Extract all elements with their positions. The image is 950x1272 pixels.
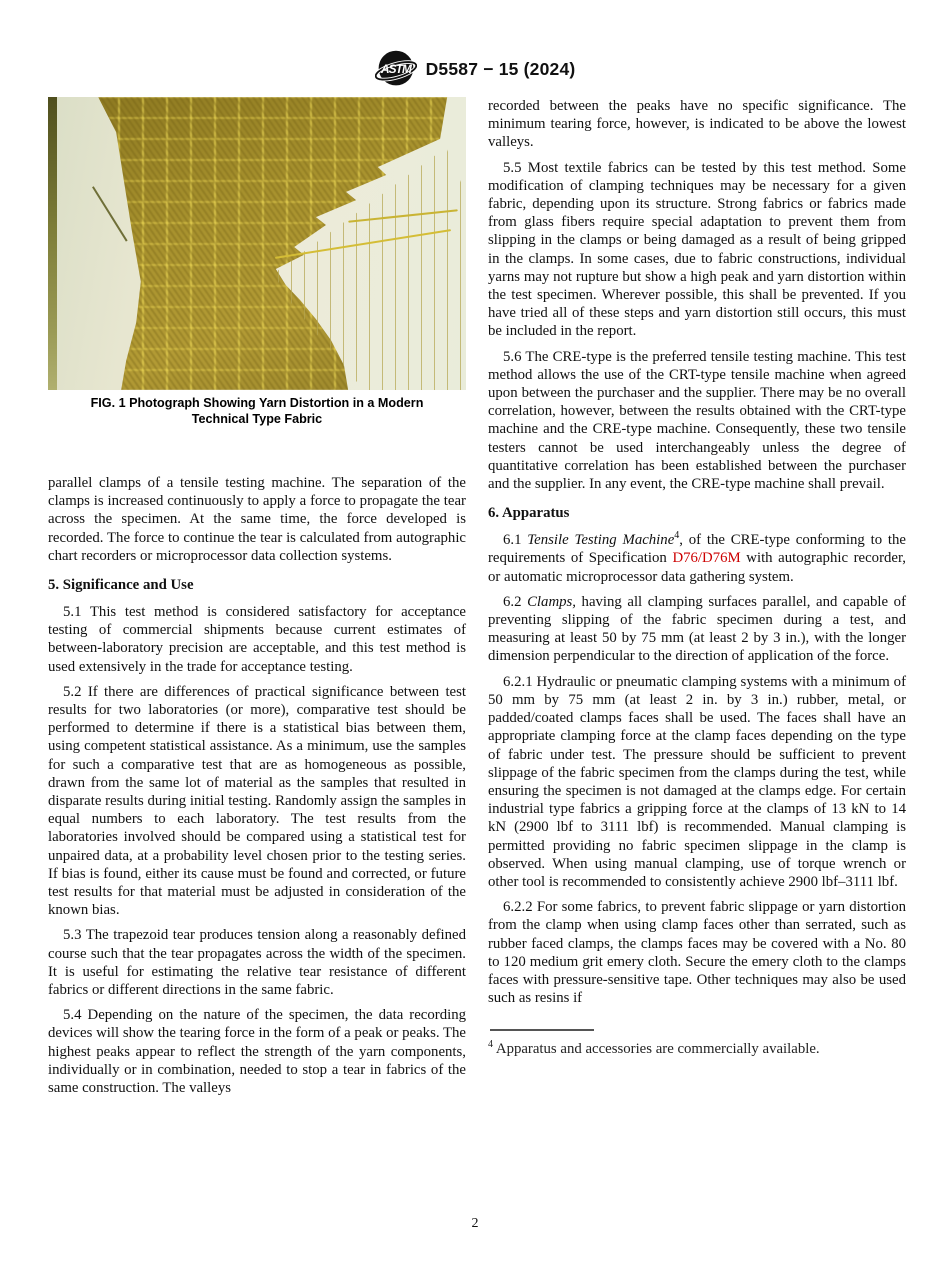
footnote-text: Apparatus and accessories are commercially available. [493,1040,820,1057]
figure-1-caption: FIG. 1 Photograph Showing Yarn Distortion in a Modern Technical Type Fabric [90,396,424,426]
paragraph-6-2-1: 6.2.1 Hydraulic or pneumatic clamping systems with a minimum of 50 mm by 75 mm (at least 2 in. by 3 in.) rubber, metal, or padded/coated clamps faces shall be used. The faces shall have an appropriate clamping force at the clamp faces depending on the type of fabric under test. The pressure should be sufficient to prevent slippage of the fabric specimen from the clamps during the test, while ensuring the specimen is not damaged at the clamps edge. For certain industrial type fabrics a gripping force at the clamps of 13 kN to 14 kN (2900 lbf to 3111 lbf) is recommended. Manual clamping is permitted providing no fabric specimen slippage in the clamp is observed. When using manual clamping, use of torque wrench or other tool is recommended to consistently achieve 2900 lbf–3111 lbf. [488,673,906,890]
left-column [48,97,466,1104]
defined-term: Tensile Testing Machine [527,532,675,549]
section-5-heading: 5. Significance and Use [48,577,194,594]
page-number: 2 [471,1216,479,1231]
clause-text-tail: with autographic recorder, or automatic microprocessor data gathering system. [488,550,907,585]
paragraph-5-1: 5.1 This test method is considered satisfactory for acceptance testing of commercial shipments because current estimates of between-laboratory precision are acceptable, and this test method is used extensively in the trade for acceptance testing. [48,604,466,675]
astm-logo-icon [375,48,417,90]
spec-link-d76[interactable]: D76/D76M [672,550,741,567]
figure-1-photo [48,97,466,390]
two-column-body [48,97,906,1104]
section-6-heading: 6. Apparatus [488,505,570,522]
footnote-divider [490,1029,594,1031]
clause-number: 6.1 [503,532,528,549]
page-header [0,48,950,90]
footnote-ref-4: 4 [674,530,680,542]
standard-designation: D5587 − 15 (2024) [425,58,576,79]
loose-thread [92,186,127,241]
paragraph-5-6: 5.6 The CRE-type is the preferred tensile testing machine. This test method allows the use of the CRT-type tensile machine when agreed upon between the purchaser and the supplier. There may be no overall correlation, however, between the results obtained with the CRT-type machine and the CRE-type machine. Consequently, these two tensile testers cannot be used interchangeably unless the degree of quantitative correlation has been established between the purchaser and the supplier. In any event, the CRE-type machine shall prevail. [488,348,906,493]
right-column [488,97,906,1104]
clause-text: , of the CRE-type conforming to the requirements of Specification [488,532,906,567]
paragraph-6-2-2: 6.2.2 For some fabrics, to prevent fabric slippage or yarn distortion from the clamp when using clamp faces other than serrated, such as rubber faced clamps, the clamps faces may be covered with a No. 80 to 120 medium grit emery cloth. Secure the emery cloth to the clamps faces with pressure-sensitive tape. Other techniques may also be used such as resins if [488,899,906,1007]
figure-1 [48,97,466,427]
paragraph-5-3: 5.3 The trapezoid tear produces tension along a reasonably defined course such that the tear propagates across the width of the specimen. It is useful for estimating the relative tear resistance of different fabrics or different directions in the same fabric. [48,927,466,999]
paragraph-5-4-continuation: recorded between the peaks have no specific significance. The minimum tearing force, however, is indicated to be above the lowest valleys. [488,98,906,151]
clause-number: 6.2 [503,593,528,610]
footnote-4 [488,1040,906,1058]
paragraph-5-2: 5.2 If there are differences of practical significance between test results for two laboratories (or more), comparative test should be performed to determine if there is a statistical bias between them, using competent statistical assistance. As a minimum, use the samples for such a comparative test that are as homogeneous as possible, drawn from the same lot of material as the samples that resulted in disparate results during initial testing. Randomly assign the samples in equal numbers to each laboratory. The test results from the laboratories involved should be compared using a statistical test for unpaired data, at a probability level chosen prior to the testing series. If bias is found, either its cause must be found and corrected, or future test results for that material must be adjusted in consideration of the known bias. [48,683,466,919]
photo-edge-strip [48,97,57,390]
clause-text: having all clamping surfaces parallel, and capable of preventing slipping of the fabric specimen during a test, and measuring at least 50 by 75 mm (at least 2 by 3 in.), with the longer dimension perpendicular to the direction of application of the force. [488,593,906,665]
footnote-number: 4 [488,1039,493,1051]
defined-term: Clamps, [527,593,576,610]
paragraph-4-continuation: parallel clamps of a tensile testing machine. The separation of the clamps is increased continuously to apply a force to propagate the tear across the specimen. At the same time, the force developed is recorded. The force to continue the tear is calculated from autographic chart recorders or microprocessor data collection systems. [48,475,466,564]
paragraph-6-2 [488,593,906,666]
paragraph-6-1 [488,531,906,586]
paragraph-5-4: 5.4 Depending on the nature of the specimen, the data recording devices will show the tearing force in the form of a peak or peaks. The highest peaks appear to reflect the strength of the yarn components, individually or in combination, needed to stop a tear in fabrics of the same construction. The valleys [48,1007,466,1097]
astm-logo-text: ASTM [380,62,411,77]
paragraph-5-5: 5.5 Most textile fabrics can be tested by this test method. Some modification of clamping techniques may be necessary for a given fabric, depending upon its structure. Strong fabrics or fabrics made from glass fibers require special adaptation to prevent them from slipping in the clamps or being damaged as a result of being gripped in the clamps. In some cases, due to fabric constructions, individual yarns may not rupture but show a high peak and yarn distortion within the test specimen. Wherever possible, this shall be prevented. If you have tried all of these steps and yarn distortion still occurs, this must be included in the report. [488,159,906,340]
